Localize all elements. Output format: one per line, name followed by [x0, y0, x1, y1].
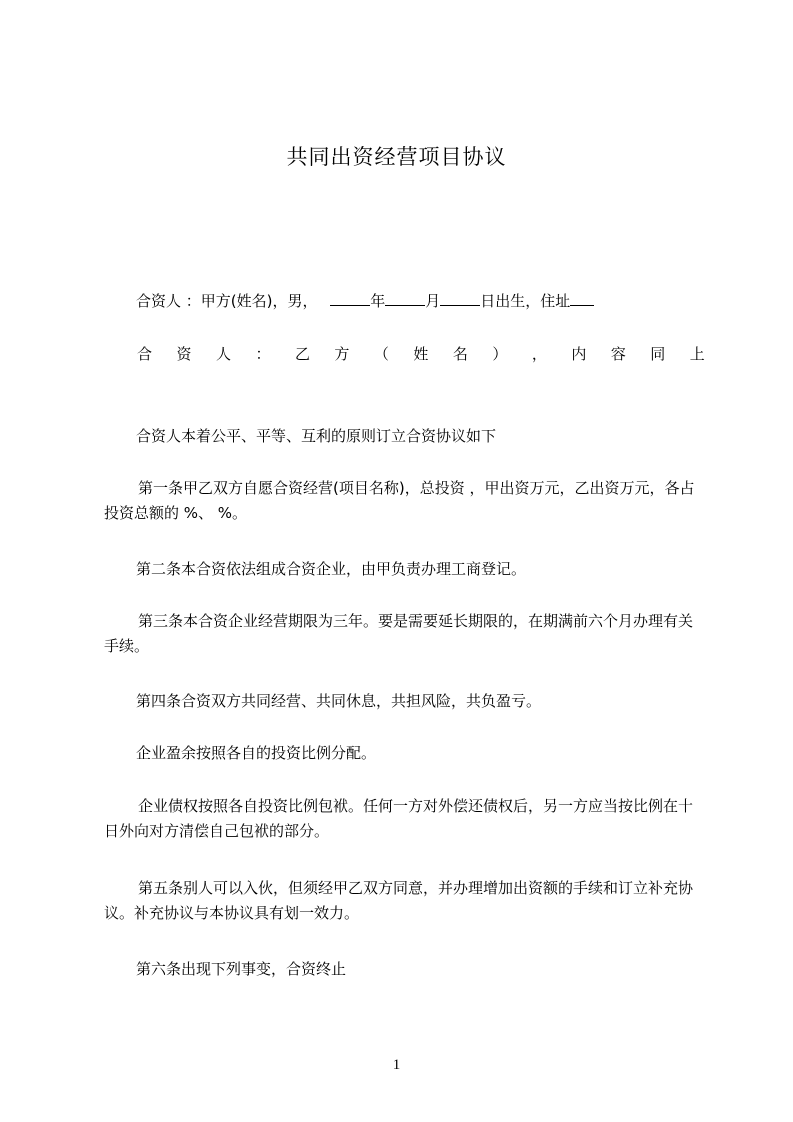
party-b-char: 内 [571, 345, 587, 363]
party-b-char: 名 [452, 345, 468, 363]
article-2: 第二条本合资依法组成合资企业，由甲负责办理工商登记。 [136, 560, 527, 578]
profit-clause: 企业盈余按照各自的投资比例分配。 [136, 744, 377, 762]
birth-month-blank [385, 290, 425, 306]
party-b-char: 上 [689, 345, 705, 363]
party-b-char: ： [255, 345, 271, 363]
month-label: 月 [425, 292, 441, 310]
party-a-line [104, 289, 736, 313]
party-b-char: 乙 [294, 345, 310, 363]
birth-day-blank [440, 290, 480, 306]
article-4: 第四条合资双方共同经营、共同休息，共担风险，共负盈亏。 [136, 692, 542, 710]
party-b-char: 方 [334, 345, 350, 363]
debt-clause: 企业债权按照各自投资比例包袱。任何一方对外偿还债权后，另一方应当按比例在十日外向对方清偿自己包袱的部分。 [104, 797, 694, 840]
party-b-char: 同 [650, 345, 666, 363]
party-b-line [137, 342, 705, 366]
party-b-char: 容 [610, 345, 626, 363]
article-3: 第三条本合资企业经营期限为三年。要是需要延长期限的，在期满前六个月办理有关手续。 [104, 612, 694, 655]
party-b-char: 姓 [413, 345, 429, 363]
year-label: 年 [370, 292, 386, 310]
party-a-prefix: 合资人 ：甲方(姓名)，男， [136, 292, 318, 310]
party-b-char: 合 [137, 345, 153, 363]
party-b-char: 人 [215, 345, 231, 363]
party-b-char: （ [373, 345, 389, 363]
address-blank [570, 290, 594, 306]
day-label: 日出生，住址 [480, 292, 571, 310]
birth-year-blank [330, 290, 370, 306]
article-1: 第一条甲乙双方自愿合资经营(项目名称)，总投资 ，甲出资万元，乙出资万元，各占投资总额的 %、 %。 [104, 479, 695, 522]
document-title: 共同出资经营项目协议 [286, 145, 507, 169]
article-5: 第五条别人可以入伙，但须经甲乙双方同意，并办理增加出资额的手续和订立补充协议。补充协议与本协议具有划一效力。 [104, 879, 694, 922]
page-number: 1 [392, 1057, 401, 1073]
preamble: 合资人本着公平、平等、互利的原则订立合资协议如下 [136, 427, 497, 445]
article-6: 第六条出现下列事变，合资终止 [136, 960, 347, 978]
party-b-char: ， [531, 345, 547, 363]
party-b-char: 资 [176, 345, 192, 363]
party-b-char: ） [492, 345, 508, 363]
